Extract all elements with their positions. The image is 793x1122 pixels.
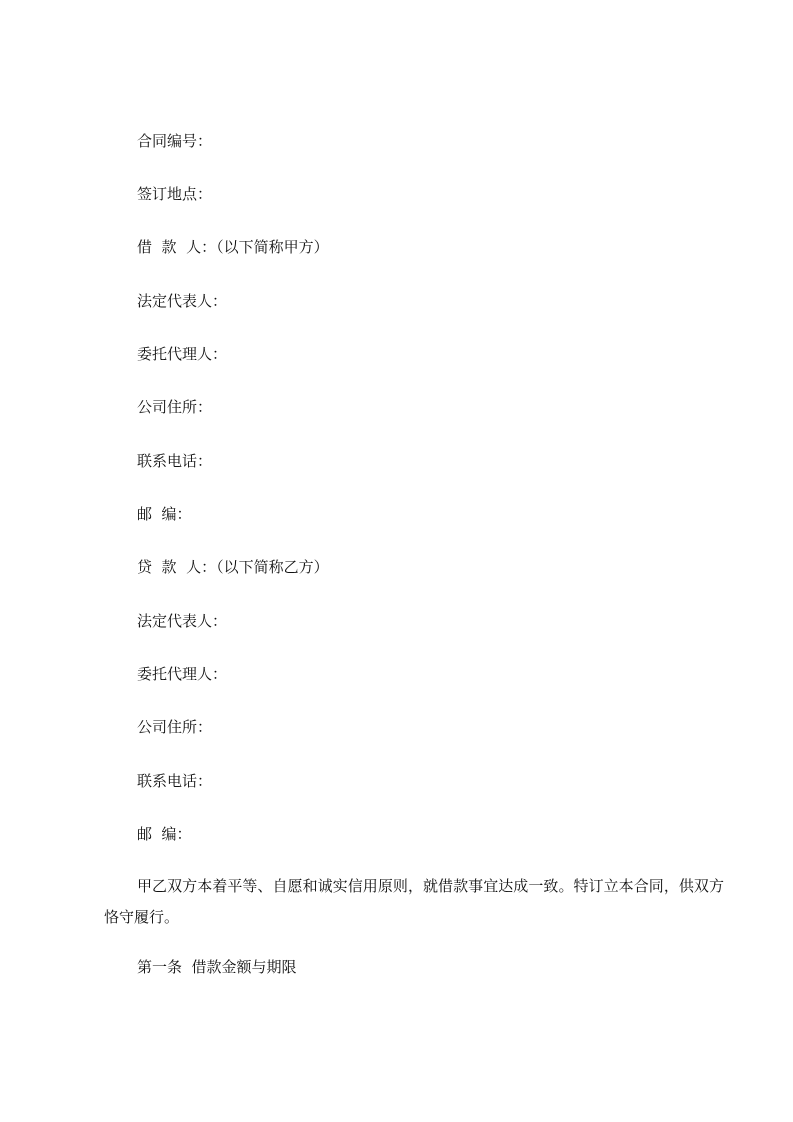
borrower-postcode-label: 邮 编： bbox=[137, 505, 192, 523]
lender-agent-label: 委托代理人： bbox=[137, 665, 228, 683]
borrower-phone-label: 联系电话： bbox=[137, 452, 213, 470]
borrower-legal-rep-label: 法定代表人： bbox=[137, 292, 228, 310]
borrower-label: 借 款 人：（以下简称甲方） bbox=[137, 238, 329, 256]
intro-paragraph: 甲乙双方本着平等、自愿和诚实信用原则，就借款事宜达成一致。特订立本合同，供双方恪守履行。 bbox=[104, 877, 724, 926]
lender-postcode-label: 邮 编： bbox=[137, 825, 192, 843]
lender-legal-rep-label: 法定代表人： bbox=[137, 612, 228, 630]
contract-number-label: 合同编号： bbox=[137, 132, 213, 150]
signing-place-label: 签订地点： bbox=[137, 185, 213, 203]
borrower-agent-label: 委托代理人： bbox=[137, 345, 228, 363]
lender-address-label: 公司住所： bbox=[137, 718, 213, 736]
borrower-address-label: 公司住所： bbox=[137, 398, 213, 416]
article-1-heading: 第一条 借款金额与期限 bbox=[137, 958, 297, 976]
lender-label: 贷 款 人：（以下简称乙方） bbox=[137, 558, 329, 576]
lender-phone-label: 联系电话： bbox=[137, 772, 213, 790]
